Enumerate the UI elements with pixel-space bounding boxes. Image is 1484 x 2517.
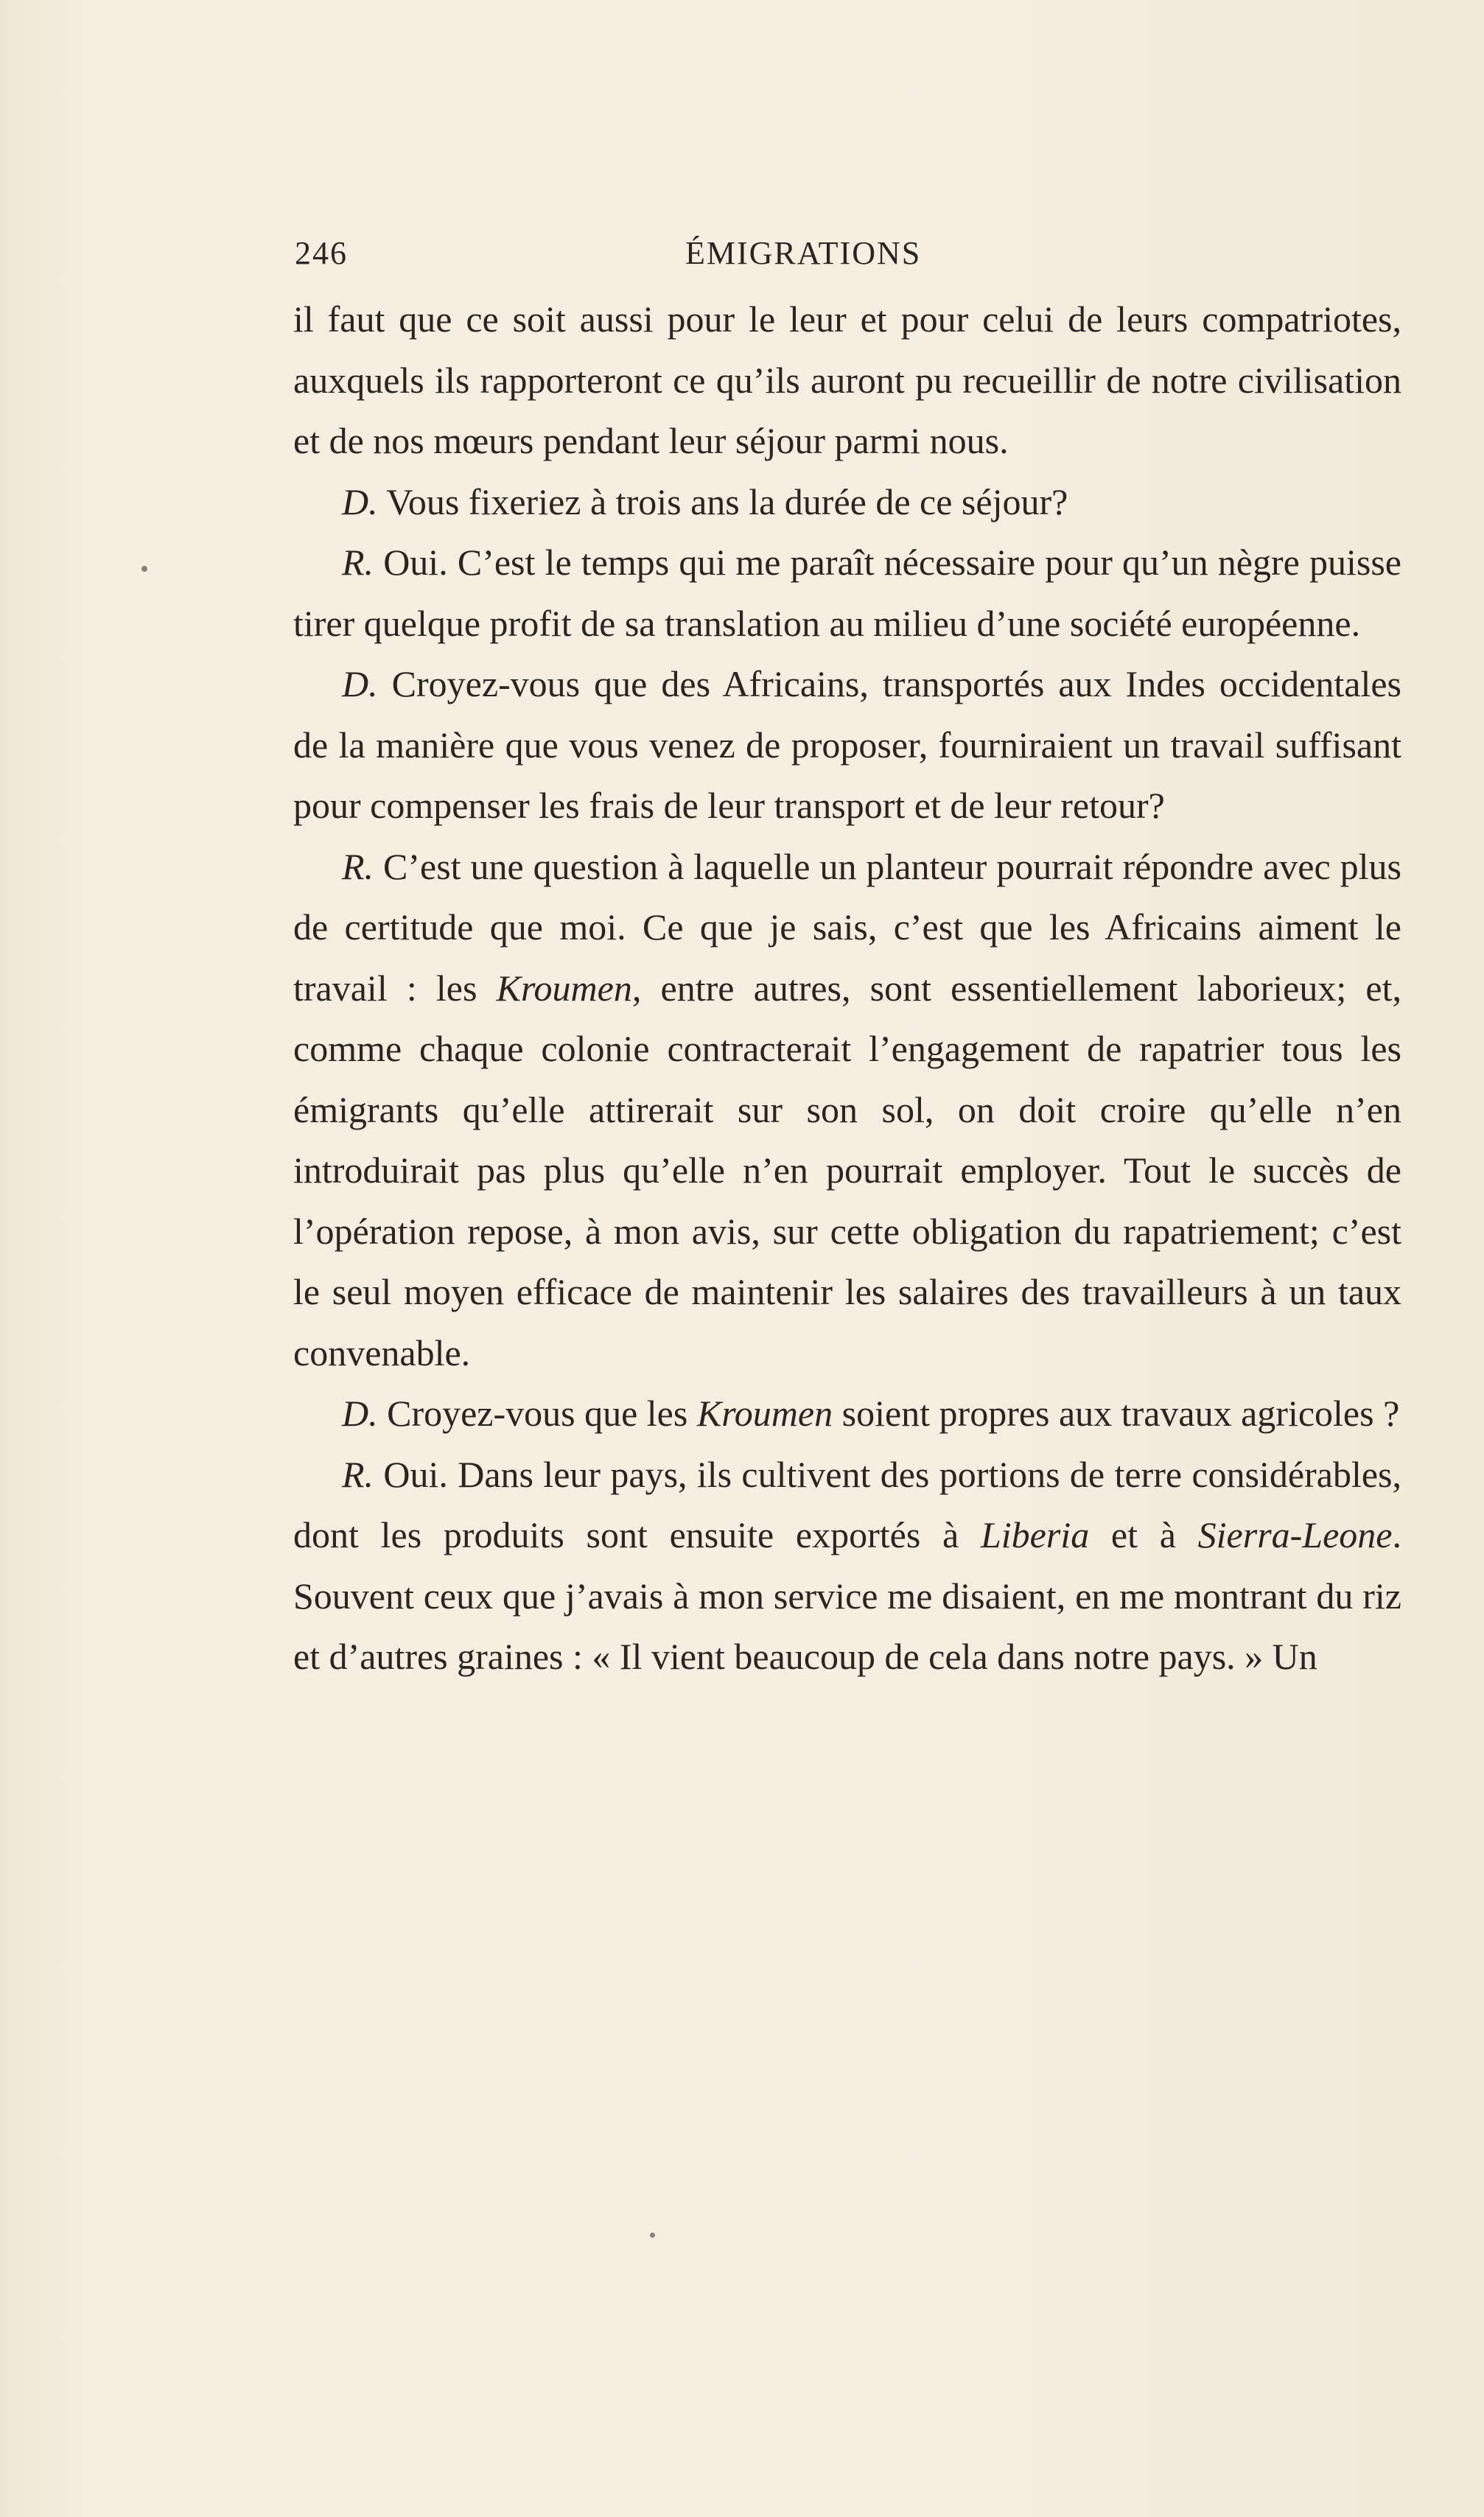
paper-speck [650,2233,655,2238]
text-run: , entre autres, sont essentiellement laborieux; et, comme chaque colonie contracterait l’engagement de rapatrier tous les émigrants qu’elle attirerait sur son sol, on doit croire qu’elle n’en introduirait pas plus qu’elle n’en pourrait employer. Tout le succès de l’opération repose, à mon avis, sur cette obligation du rapatriement; c’est le seul moyen efficace de maintenir les salaires des travailleurs à un taux convenable. [293,967,1401,1373]
body-text [293,289,1401,1687]
italic-term: Kroumen [696,1393,833,1434]
text-run: Croyez-vous que des Africains, transportés aux Indes occidentales de la manière que vous venez de proposer, fourniraient un travail suffisant pour compenser les frais de leur transport et de leur retour? [293,663,1401,826]
italic-term: Kroumen [496,967,632,1009]
text-run: Oui. C’est le temps qui me paraît nécessaire pour qu’un nègre puisse tirer quelque profit de sa translation au milieu d’une société européenne. [293,542,1401,644]
speaker-label: D. [342,480,378,522]
speaker-label: R. [342,542,374,583]
answer-paragraph [293,532,1401,654]
text-run: Vous fixeriez à trois ans la durée de ce séjour? [377,480,1068,522]
italic-place-name: Sierra-Leone [1197,1514,1393,1555]
paragraph-continuation [293,289,1401,472]
speaker-label: D. [342,663,378,704]
page-header [295,234,1393,279]
question-paragraph [293,1383,1401,1444]
text-run: soient propres aux travaux agricoles ? [833,1393,1400,1434]
text-run: et à [1089,1514,1198,1555]
answer-paragraph [293,836,1401,1384]
speaker-label: R. [342,845,374,887]
page-number: 246 [295,235,348,271]
answer-paragraph [293,1444,1401,1687]
question-paragraph [293,654,1401,836]
running-title: ÉMIGRATIONS [685,235,922,271]
text-run: il faut que ce soit aussi pour le leur et pour celui de leurs compatriotes, auxquels ils rapporteront ce qu’ils auront pu recueillir de notre civilisation et de nos mœurs pendant leur séjour parmi nous. [293,298,1401,461]
text-run: Croyez-vous que les [377,1393,697,1434]
text-run: Oui. Dans leur pays, ils cultivent des portions de terre considérables, dont les produits sont ensuite exportés à [293,1453,1401,1555]
text-run: C’est une question à laquelle un planteur pourrait répondre avec plus de certitude que moi. Ce que je sais, c’est que les Africains aiment le travail : les [293,845,1401,1009]
question-paragraph [293,472,1401,533]
speaker-label: D. [342,1393,378,1434]
speaker-label: R. [342,1453,374,1495]
text-run: . Souvent ceux que j’avais à mon service me disaient, en me montrant du riz et d’autres graines : « Il vient beaucoup de cela dans notre pays. » Un [293,1514,1401,1677]
italic-place-name: Liberia [980,1514,1090,1555]
paper-speck [141,566,147,572]
